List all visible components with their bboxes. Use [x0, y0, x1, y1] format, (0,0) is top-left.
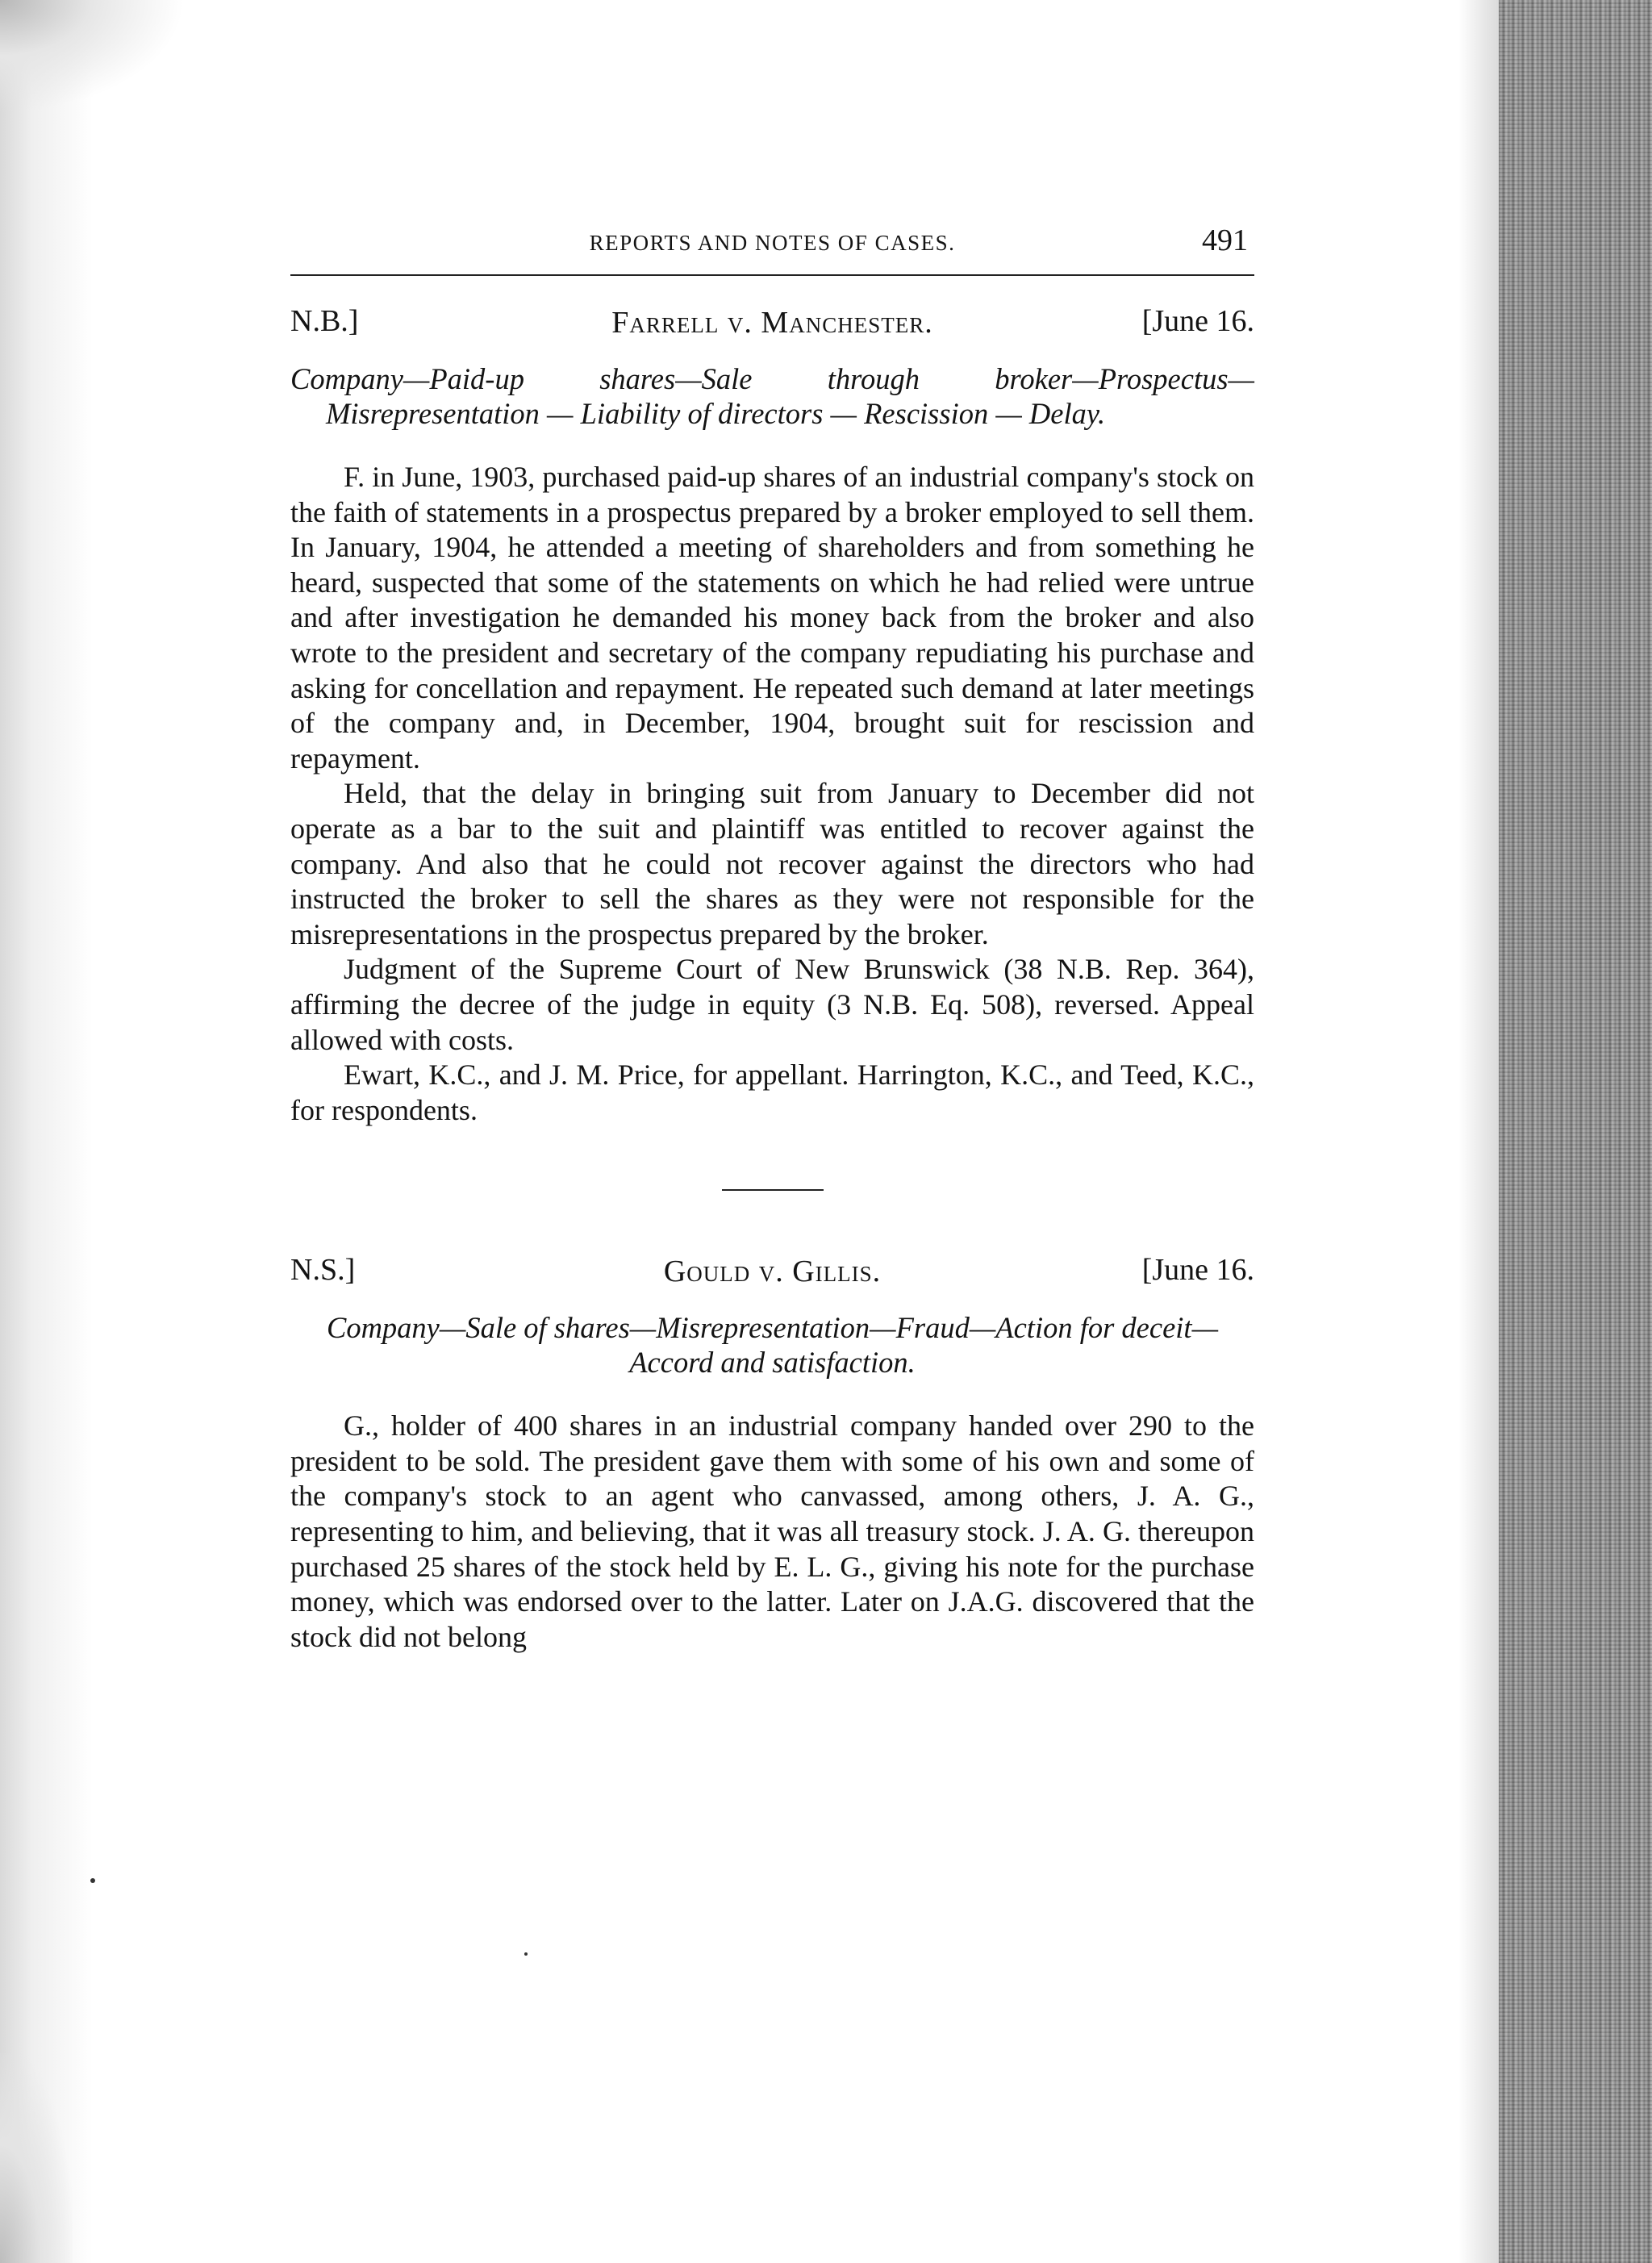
- case-2-date: [June 16.: [1141, 1253, 1254, 1288]
- case-2-court: N.S.]: [290, 1253, 356, 1288]
- book-page: [290, 223, 1254, 1655]
- scan-shadow-right-fade: [1458, 0, 1499, 2263]
- book-page-edges: [1499, 0, 1652, 2263]
- scan-speck: [90, 1878, 95, 1883]
- running-head-title: REPORTS AND NOTES OF CASES.: [589, 231, 956, 255]
- case-1-paragraph-4: Ewart, K.C., and J. M. Price, for appellant. Harrington, K.C., and Teed, K.C., for respondents.: [290, 1058, 1254, 1126]
- case-1-heading: [290, 303, 1254, 345]
- scan-shadow-bottom-left: [0, 2053, 73, 2263]
- case-1-paragraph-2: Held, that the delay in bringing suit from January to December did not operate as a bar to the suit and plaintiff was entitled to recover against the company. And also that he could not recover against the directors who had instructed the broker to sell the shares as they were not responsible for the misrepresentations in the prospectus prepared by the broker.: [290, 777, 1254, 950]
- case-divider: [722, 1189, 824, 1191]
- scan-speck: [524, 1952, 528, 1956]
- case-2-paragraph-1: G., holder of 400 shares in an industrial company handed over 290 to the president to be sold. The president gave them with some of his own and some of the company's stock to an agent who canvassed, among others, J. A. G., representing to him, and believing, that it was all treasury stock. J. A. G. thereupon purchased 25 shares of the stock held by E. L. G., giving his note for the purchase money, which was endorsed over to the latter. Later on J.A.G. discovered that the stock did not belong: [290, 1409, 1254, 1653]
- case-1-headnote: Company—Paid-up shares—Sale through broker—Prospectus—Misrepresentation — Liability of directors — Rescission — Delay.: [290, 362, 1254, 430]
- case-1-name: Farrell v. Manchester.: [611, 306, 933, 340]
- case-1-paragraph-3: Judgment of the Supreme Court of New Brunswick (38 N.B. Rep. 364), affirming the decree of the judge in equity (3 N.B. Eq. 508), reversed. Appeal allowed with costs.: [290, 953, 1254, 1056]
- case-1-paragraph-1: F. in June, 1903, purchased paid-up shares of an industrial company's stock on the faith of statements in a prospectus prepared by a broker employed to sell them. In January, 1904, he attended a meeting of shareholders and from something he heard, suspected that some of the statements on which he had relied were untrue and after investigation he demanded his money back from the broker and also wrote to the president and secretary of the company repudiating his purchase and asking for concellation and repayment. He repeated such demand at later meetings of the company and, in December, 1904, brought suit for rescission and repayment.: [290, 461, 1254, 775]
- case-2-heading: [290, 1252, 1254, 1294]
- page-number: 491: [1202, 223, 1248, 257]
- case-1-court: N.B.]: [290, 304, 359, 338]
- scan-shadow-top-left: [0, 0, 186, 113]
- scan-shadow-left: [0, 0, 93, 2263]
- case-2-name: Gould v. Gillis.: [663, 1255, 882, 1289]
- case-1-date: [June 16.: [1141, 304, 1254, 338]
- case-2-headnote: Company—Sale of shares—Misrepresentation—Fraud—Action for deceit—Accord and satisfaction.: [326, 1311, 1219, 1380]
- header-rule: [290, 274, 1254, 276]
- running-head: [290, 223, 1254, 266]
